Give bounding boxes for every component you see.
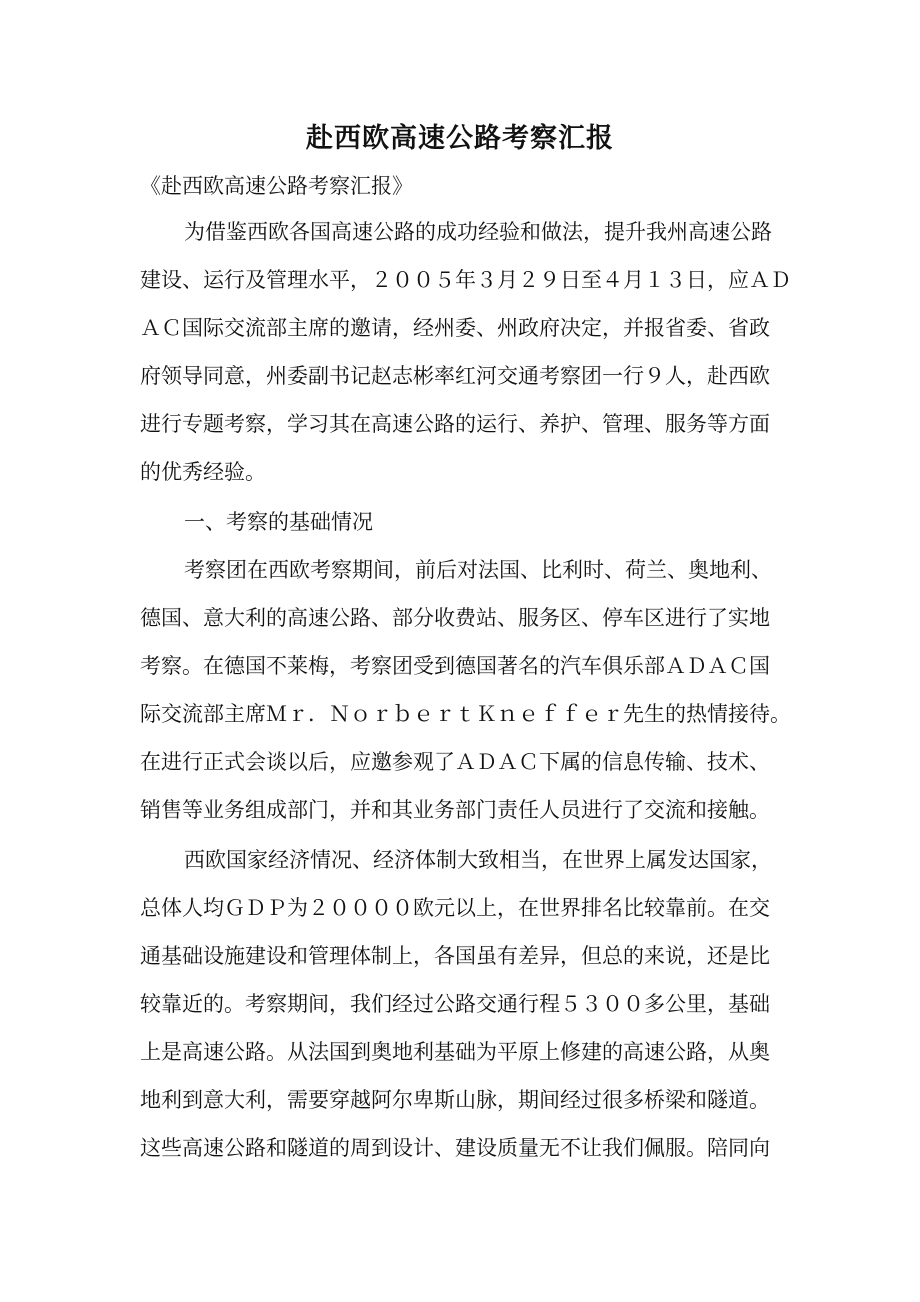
paragraph-line: 较靠近的。考察期间，我们经过公路交通行程５３００多公里，基础	[140, 992, 770, 1016]
paragraph-line: 通基础设施建设和管理体制上，各国虽有差异，但总的来说，还是比	[140, 944, 770, 968]
paragraph-line: 建设、运行及管理水平，２００５年３月２９日至４月１３日，应ＡＤ	[140, 268, 791, 292]
paragraph-line: 考察。在德国不莱梅，考察团受到德国著名的汽车俱乐部ＡＤＡＣ国	[140, 654, 770, 678]
paragraph-line: 德国、意大利的高速公路、部分收费站、服务区、停车区进行了实地	[140, 606, 770, 630]
paragraph-line: 地利到意大利，需要穿越阿尔卑斯山脉，期间经过很多桥梁和隧道。	[140, 1088, 770, 1112]
document-subtitle: 《赴西欧高速公路考察汇报》	[140, 174, 413, 198]
paragraph-line: 进行专题考察，学习其在高速公路的运行、养护、管理、服务等方面	[140, 412, 770, 436]
document-title: 赴西欧高速公路考察汇报	[306, 123, 614, 154]
paragraph-line: 府领导同意，州委副书记赵志彬率红河交通考察团一行９人，赴西欧	[140, 364, 770, 388]
paragraph-line: 际交流部主席Ｍｒ．ＮｏｒｂｅｒｔＫｎｅｆｆｅｒ先生的热情接待。	[140, 702, 791, 726]
paragraph-line: ＡＣ国际交流部主席的邀请，经州委、州政府决定，并报省委、省政	[140, 316, 770, 340]
paragraph-line: 的优秀经验。	[140, 460, 266, 484]
paragraph-line: 为借鉴西欧各国高速公路的成功经验和做法，提升我州高速公路	[184, 220, 772, 244]
paragraph-line: 销售等业务组成部门，并和其业务部门责任人员进行了交流和接触。	[140, 798, 770, 822]
paragraph-line: 这些高速公路和隧道的周到设计、建设质量无不让我们佩服。陪同向	[140, 1136, 770, 1160]
paragraph-line: 考察团在西欧考察期间，前后对法国、比利时、荷兰、奥地利、	[184, 558, 772, 582]
section-heading: 一、考察的基础情况	[184, 510, 373, 534]
paragraph-line: 西欧国家经济情况、经济体制大致相当，在世界上属发达国家，	[184, 848, 772, 872]
paragraph-line: 上是高速公路。从法国到奥地利基础为平原上修建的高速公路，从奥	[140, 1040, 770, 1064]
paragraph-line: 总体人均ＧＤＰ为２００００欧元以上，在世界排名比较靠前。在交	[140, 896, 770, 920]
paragraph-line: 在进行正式会谈以后，应邀参观了ＡＤＡＣ下属的信息传输、技术、	[140, 750, 770, 774]
